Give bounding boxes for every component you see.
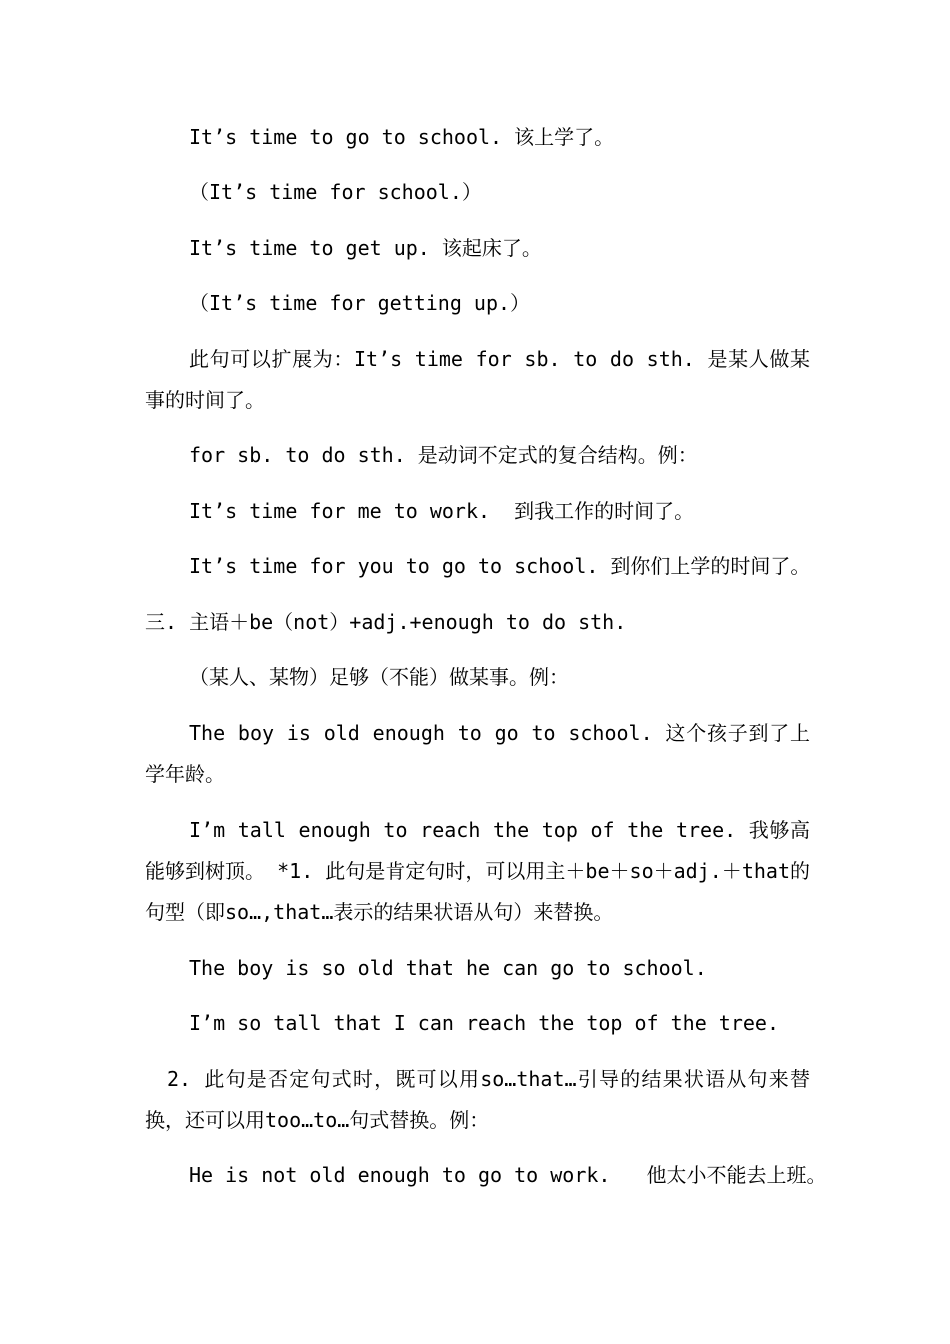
example-line: It’s time for me to work. 到我工作的时间了。 xyxy=(189,499,695,523)
example-line: I’m so tall that I can reach the top of the tree. xyxy=(189,1011,780,1035)
example-line: （It’s time for school.） xyxy=(189,180,482,204)
example-line: The boy is so old that he can go to school. xyxy=(189,956,707,980)
example-paragraph: I’m tall enough to reach the top of the tree. 我够高能够到树顶。 *1. 此句是肯定句时，可以用主＋be＋so＋adj.＋that的句型（即so…,that…表示的结果状语从句）来替换。 xyxy=(145,818,810,924)
example-line: （It’s time for getting up.） xyxy=(189,291,531,315)
note-paragraph: 2. 此句是否定句式时，既可以用so…that…引导的结果状语从句来替换，还可以用too…to…句式替换。例： xyxy=(145,1067,810,1132)
example-line: It’s time for you to go to school. 到你们上学的时间了。 xyxy=(189,554,811,578)
explanation-line: for sb. to do sth. 是动词不定式的复合结构。例： xyxy=(189,443,698,467)
example-paragraph: The boy is old enough to go to school. 这个孩子到了上学年龄。 xyxy=(145,721,810,786)
example-line: It’s time to get up. 该起床了。 xyxy=(189,236,542,260)
example-line: He is not old enough to go to work. 他太小不能去上班。 xyxy=(189,1163,827,1187)
section-heading: 三. 主语＋be（not）+adj.+enough to do sth. xyxy=(145,610,627,634)
explanation-line: （某人、某物）足够（不能）做某事。例： xyxy=(189,665,569,689)
example-line: It’s time to go to school. 该上学了。 xyxy=(189,125,615,149)
explanation-paragraph: 此句可以扩展为：It’s time for sb. to do sth. 是某人做某事的时间了。 xyxy=(145,347,810,412)
